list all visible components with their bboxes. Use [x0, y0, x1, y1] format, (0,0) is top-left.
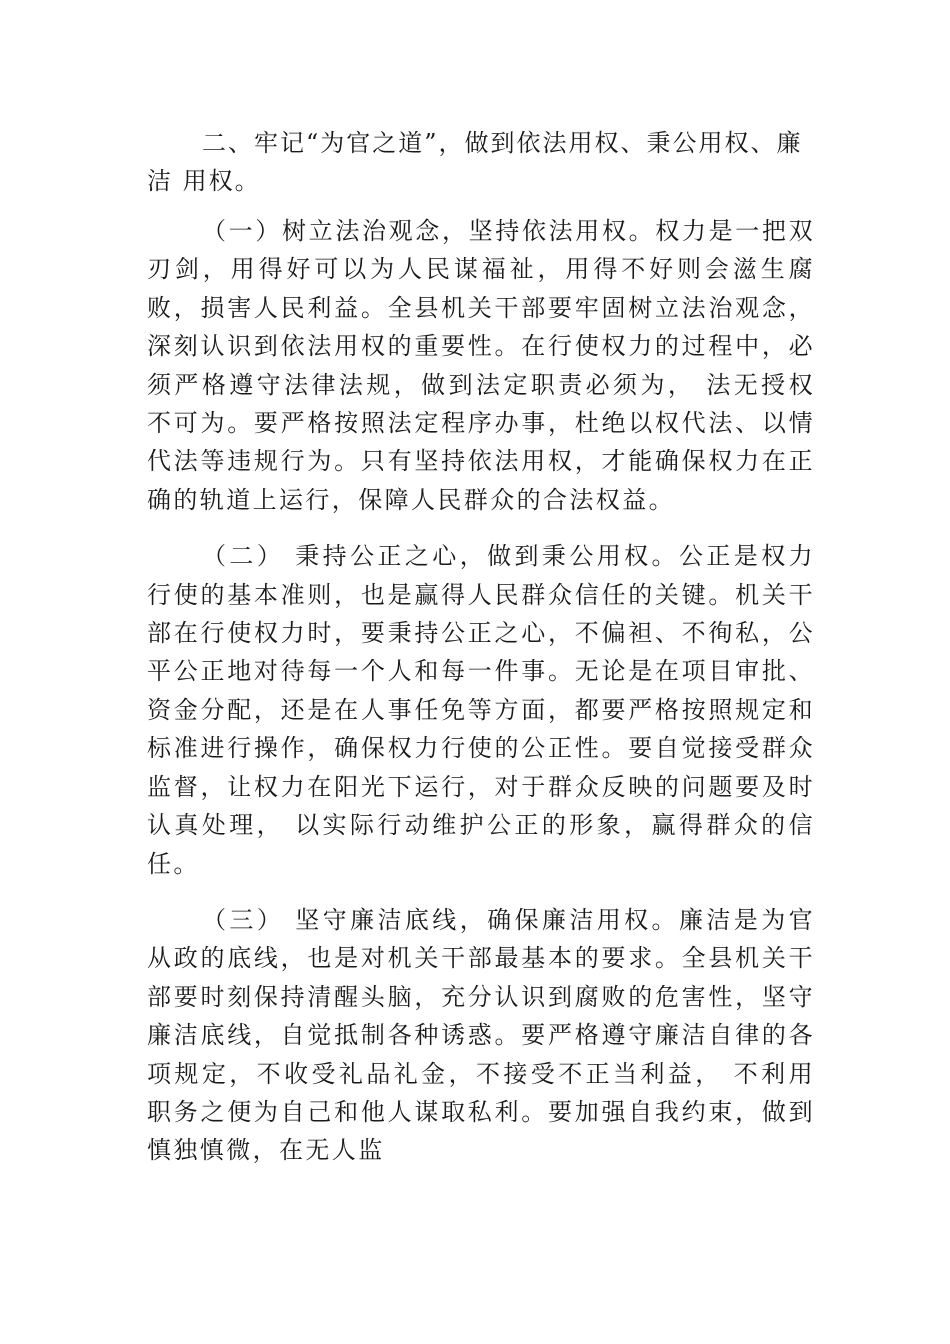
section-heading: 二、牢记“为官之道”，做到依法用权、秉公用权、廉洁 用权。 — [147, 129, 803, 195]
paragraph-integrity: （三） 坚守廉洁底线，确保廉洁用权。廉洁是为官从政的底线，也是对机关干部最基本的要求。全县机关干部要时刻保持清醒头脑，充分认识到腐败的危害性，坚守廉洁底线，自觉抵制各种诱惑。要严格遵守廉洁自律的各项规定，不收受礼品礼金，不接受不正当利益， 不利用职务之便为自己和他人谋取私利。要加强自我约束，做到慎独慎微，在无人监 — [147, 905, 815, 1165]
paragraph-impartiality: （二） 秉持公正之心，做到秉公用权。公正是权力行使的基本准则，也是赢得人民群众信任的关键。机关干部在行使权力时，要秉持公正之心，不偏袒、不徇私，公平公正地对待每一个人和每一件事。无论是在项目审批、资金分配，还是在人事任免等方面，都要严格按照规定和标准进行操作，确保权力行使的公正性。要自觉接受群众监督，让权力在阳光下运行，对于群众反映的问题要及时认真处理， 以实际行动维护公正的形象，赢得群众的信任。 — [147, 542, 815, 878]
document-body — [147, 124, 815, 1188]
paragraph-rule-of-law: （一）树立法治观念，坚持依法用权。权力是一把双刃剑，用得好可以为人民谋福祉，用得不好则会滋生腐败，损害人民利益。全县机关干部要牢固树立法治观念，深刻认识到依法用权的重要性。在行使权力的过程中，必须严格遵守法律法规，做到法定职责必须为， 法无授权不可为。要严格按照法定程序办事，杜绝以权代法、以情代法等违规行为。只有坚持依法用权，才能确保权力在正确的轨道上运行，保障人民群众的合法权益。 — [147, 217, 815, 514]
